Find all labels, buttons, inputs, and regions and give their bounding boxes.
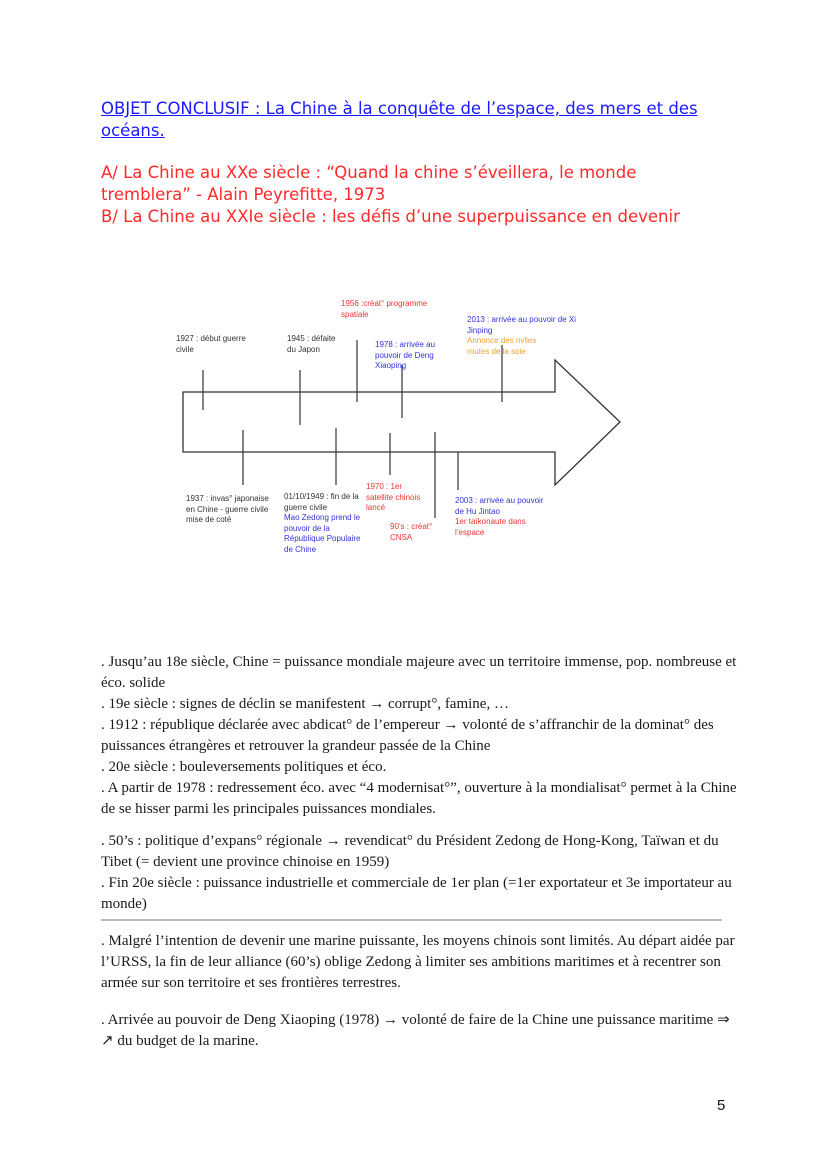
paragraph-expansion (101, 831, 741, 915)
section-b-heading: B/ La Chine au XXIe siècle : les défis d’une superpuissance en devenir (101, 207, 680, 226)
bullet: . Fin 20e siècle : puissance industrielle et commerciale de 1er plan (=1er exportateur et 3e importateur au monde) (101, 875, 732, 912)
event-2013-silk-road: Annonce des nvlles routes de la soie (467, 336, 537, 356)
event-1949: 01/10/1949 : fin de la guerre civile (284, 492, 359, 512)
event-1956: 1956 :créat° programme spatiale (341, 299, 428, 319)
section-a-heading: A/ La Chine au XXe siècle : “Quand la chine s’éveillera, le monde tremblera” - Alain Peyrefitte, 1973 (101, 163, 637, 204)
page-title: OBJET CONCLUSIF : La Chine à la conquête de l’espace, des mers et des océans. (101, 99, 698, 140)
event-90s: 90’s : créat° CNSA (390, 522, 433, 542)
bullet: . 19e siècle : signes de déclin se manifestent → corrupt°, famine, … (101, 696, 509, 712)
event-1949-mao: Mao Zedong prend le pouvoir de la République Populaire de Chine (284, 513, 361, 554)
paragraph-navy: . Malgré l’intention de devenir une marine puissante, les moyens chinois sont limités. Au départ aidée par l’URSS, la fin de leur alliance (60’s) oblige Zedong à limiter ses ambitions maritimes et à recentrer son armée sur son territoire et ses frontières terrestres. (101, 933, 735, 991)
bullet: . 20e siècle : bouleversements politiques et éco. (101, 759, 387, 775)
event-1970: 1970 : 1er satellite chinois lancé (366, 482, 421, 512)
bullet: . 50’s : politique d’expans° régionale → revendicat° du Président Zedong de Hong-Kong, Taïwan et du Tibet (= devient une province chinoise en 1959) (101, 833, 719, 870)
event-1927: 1927 : début guerre civile (176, 334, 246, 354)
page-number: 5 (717, 1097, 726, 1114)
event-2003: 2003 : arrivée au pouvoir de Hu Jintao (455, 496, 544, 516)
event-1937: 1937 : invas° japonaise en Chine - guerre civile mise de coté (186, 494, 269, 524)
bullet: . 1912 : république déclarée avec abdicat° de l’empereur → volonté de s’affranchir de la dominat° des puissances étrangères et retrouver la grandeur passée de la Chine (101, 717, 714, 754)
paragraph-history (101, 652, 741, 820)
event-1945: 1945 : défaite du Japon (287, 334, 336, 354)
bullet: . Jusqu’au 18e siècle, Chine = puissance mondiale majeure avec un territoire immense, pop. nombreuse et éco. solide (101, 654, 737, 691)
event-2003-taikonaut: 1er taïkonaute dans l’espace (455, 517, 526, 537)
divider (101, 919, 722, 921)
paragraph-deng: . Arrivée au pouvoir de Deng Xiaoping (1978) → volonté de faire de la Chine une puissance maritime ⇒ ↗ du budget de la marine. (101, 1012, 730, 1049)
event-2013: 2013 : arrivée au pouvoir de Xi Jinping (467, 315, 576, 335)
event-1978: 1978 : arrivée au pouvoir de Deng Xiaoping (375, 340, 436, 370)
bullet: . A partir de 1978 : redressement éco. avec “4 modernisat°”, ouverture à la mondialisat° permet à la Chine de se hisser parmi les principales puissances mondiales. (101, 780, 737, 817)
